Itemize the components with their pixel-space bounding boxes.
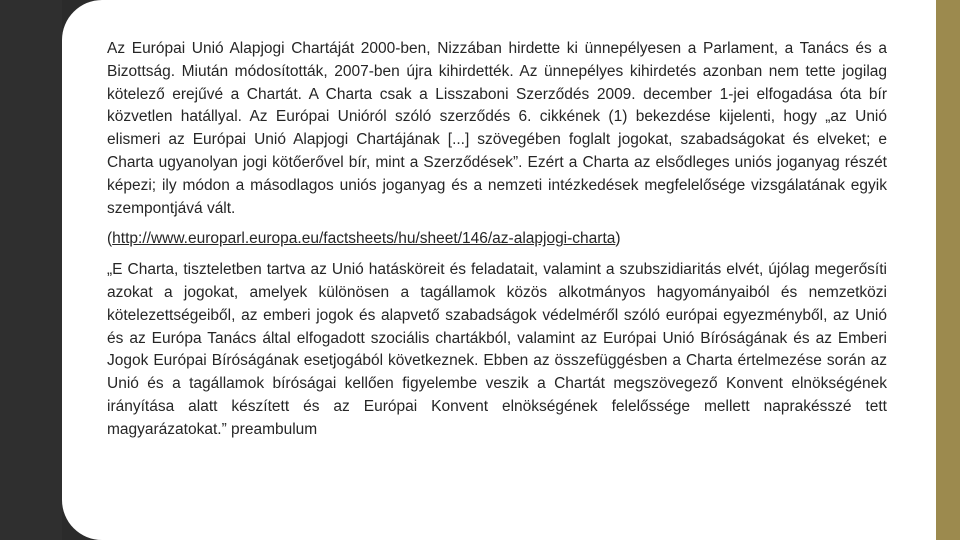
- slide-text-box: [107, 38, 887, 442]
- paragraph-preamble-quote: „E Charta, tiszteletben tartva az Unió hatásköreit és feladatait, valamint a szubszidiaritás elvét, újólag megerősíti azokat a jogokat, amelyek különösen a tagállamok közös alkotmányos hagyományaiból és nemzetközi kötelezettségeiből, az emberi jogok és alapvető szabadságok védelméről szóló európai egyezményből, az Unió és az Európa Tanács által elfogadott szociális chartákból, valamint az Európai Unió Bíróságának és az Emberi Jogok Európai Bíróságának esetjogából következnek. Ebben az összefüggésben a Charta értelmezése során az Unió és a tagállamok bíróságai kellően figyelembe veszik a Chartát megszövegező Konvent elnökségének irányítása alatt készített és az Európai Konvent elnökségének felelőssége mellett naprakésszé tett magyarázatokat.” preambulum: [107, 261, 887, 438]
- source-link[interactable]: http://www.europarl.europa.eu/factsheets/hu/sheet/146/az-alapjogi-charta: [112, 230, 616, 248]
- slide-content: [62, 0, 936, 540]
- source-open-paren: (: [107, 230, 113, 248]
- paragraph-charter-history: Az Európai Unió Alapjogi Chartáját 2000-ben, Nizzában hirdette ki ünnepélyesen a Parlament, a Tanács és a Bizottság. Miután módosították, 2007-ben újra kihirdették. Az ünnepélyes kihirdetés azonban nem tette jogilag kötelező erejűvé a Chartát. A Charta csak a Lisszaboni Szerződés 2009. december 1-jei elfogadása óta bír közvetlen hatállyal. Az Európai Unióról szóló szerződés 6. cikkének (1) bekezdése kijelenti, hogy „az Unió elismeri az Európai Unió Alapjogi Chartájának [...] szövegében foglalt jogokat, szabadságokat és elveket; e Charta ugyanolyan jogi kötőerővel bír, mint a Szerződések”. Ezért a Charta az elsődleges uniós joganyag részét képezi; ily módon a másodlagos uniós joganyag és a nemzeti intézkedések megfelelősége vizsgálatának egyik szempontjává vált.: [107, 40, 887, 217]
- slide-accent-bar: [936, 0, 960, 540]
- slide-left-band: [0, 0, 62, 540]
- source-reference: [107, 228, 887, 251]
- source-close-paren: ): [615, 230, 621, 248]
